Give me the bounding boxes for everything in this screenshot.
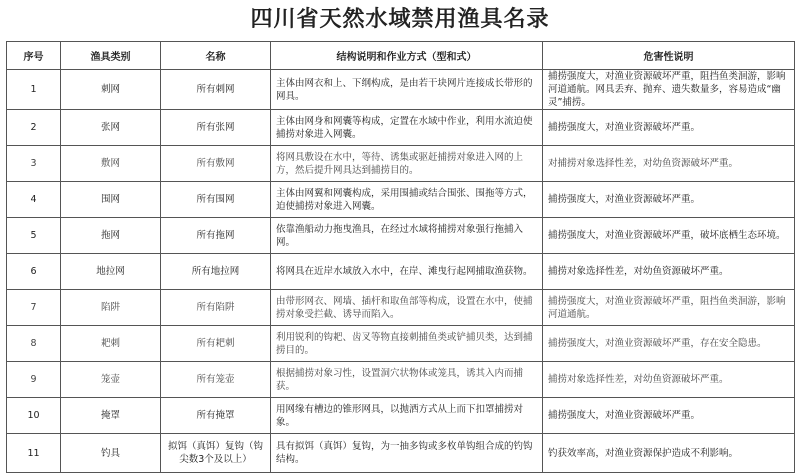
cell-harm: 对捕捞对象选择性差，对幼鱼资源破坏严重。 (543, 146, 795, 182)
table-header-row (7, 42, 795, 70)
cell-harm: 捕捞强度大，对渔业资源破坏严重，存在安全隐患。 (543, 326, 795, 362)
cell-category: 陷阱 (61, 290, 161, 326)
cell-harm: 捕捞对象选择性差，对幼鱼资源破坏严重。 (543, 254, 795, 290)
cell-structure: 将网具在近岸水域放入水中，在岸、滩曳行起网捕取渔获物。 (271, 254, 543, 290)
cell-category: 耙刺 (61, 326, 161, 362)
cell-category: 掩罩 (61, 398, 161, 434)
cell-name: 所有耙刺 (161, 326, 271, 362)
cell-category: 刺网 (61, 70, 161, 110)
table-row (7, 218, 795, 254)
cell-name: 所有敷网 (161, 146, 271, 182)
cell-harm: 捕捞强度大，对渔业资源破坏严重。 (543, 398, 795, 434)
table-row (7, 326, 795, 362)
header-structure: 结构说明和作业方式（型和式） (271, 42, 543, 70)
cell-no: 7 (7, 290, 61, 326)
cell-no: 4 (7, 182, 61, 218)
cell-no: 10 (7, 398, 61, 434)
cell-name: 所有地拉网 (161, 254, 271, 290)
cell-structure: 用网缘有槽边的锥形网具，以抛洒方式从上而下扣罩捕捞对象。 (271, 398, 543, 434)
cell-structure: 由带形网衣、网墙、插杆和取鱼部等构成，设置在水中，使捕捞对象受拦截、诱导而陷入。 (271, 290, 543, 326)
table-row (7, 398, 795, 434)
table-row (7, 434, 795, 473)
cell-harm: 捕捞强度大，对渔业资源破坏严重。 (543, 182, 795, 218)
cell-harm: 捕捞强度大，对渔业资源破坏严重，破坏底栖生态环境。 (543, 218, 795, 254)
cell-harm: 捕捞强度大，对渔业资源破坏严重，阻挡鱼类洄游，影响河道通航。 (543, 290, 795, 326)
table-row (7, 70, 795, 110)
cell-no: 5 (7, 218, 61, 254)
document-title: 四川省天然水域禁用渔具名录 (250, 6, 550, 32)
cell-name: 所有笼壶 (161, 362, 271, 398)
cell-no: 6 (7, 254, 61, 290)
table-row (7, 254, 795, 290)
cell-category: 围网 (61, 182, 161, 218)
header-harm: 危害性说明 (543, 42, 795, 70)
cell-name: 拟饵（真饵）复钩（钩尖数3个及以上） (161, 434, 271, 473)
header-no: 序号 (7, 42, 61, 70)
cell-no: 2 (7, 110, 61, 146)
cell-structure: 利用锐利的钩耙、齿叉等物直接刺捕鱼类或铲捕贝类，达到捕捞目的。 (271, 326, 543, 362)
cell-no: 3 (7, 146, 61, 182)
cell-harm: 捕捞对象选择性差，对幼鱼资源破坏严重。 (543, 362, 795, 398)
cell-harm: 钓获效率高，对渔业资源保护造成不利影响。 (543, 434, 795, 473)
cell-name: 所有刺网 (161, 70, 271, 110)
cell-structure: 依靠渔船动力拖曳渔具，在经过水域将捕捞对象强行拖捕入网。 (271, 218, 543, 254)
cell-no: 1 (7, 70, 61, 110)
cell-name: 所有拖网 (161, 218, 271, 254)
banned-gear-table (6, 41, 795, 473)
table-row (7, 146, 795, 182)
table-row (7, 182, 795, 218)
cell-category: 笼壶 (61, 362, 161, 398)
cell-structure: 主体由网身和网囊等构成，定置在水域中作业，利用水流迫使捕捞对象进入网囊。 (271, 110, 543, 146)
cell-no: 11 (7, 434, 61, 473)
header-category: 渔具类别 (61, 42, 161, 70)
cell-name: 所有掩罩 (161, 398, 271, 434)
cell-category: 张网 (61, 110, 161, 146)
cell-structure: 将网具敷设在水中，等待、诱集或驱赶捕捞对象进入网的上方，然后提升网具达到捕捞目的。 (271, 146, 543, 182)
table-row (7, 362, 795, 398)
table-row (7, 290, 795, 326)
cell-no: 9 (7, 362, 61, 398)
cell-category: 钓具 (61, 434, 161, 473)
cell-structure: 具有拟饵（真饵）复钩，为一抽多钩或多枚单钩组合成的钓钩结构。 (271, 434, 543, 473)
cell-structure: 主体由网翼和网囊构成，采用围捕或结合围张、围拖等方式，迫使捕捞对象进入网囊。 (271, 182, 543, 218)
cell-harm: 捕捞强度大，对渔业资源破坏严重。 (543, 110, 795, 146)
cell-name: 所有张网 (161, 110, 271, 146)
cell-category: 拖网 (61, 218, 161, 254)
cell-structure: 根据捕捞对象习性，设置洞穴状物体或笼具，诱其入内而捕获。 (271, 362, 543, 398)
cell-structure: 主体由网衣和上、下纲构成，是由若干块网片连接成长带形的网具。 (271, 70, 543, 110)
cell-name: 所有陷阱 (161, 290, 271, 326)
cell-category: 敷网 (61, 146, 161, 182)
cell-no: 8 (7, 326, 61, 362)
header-name: 名称 (161, 42, 271, 70)
cell-harm: 捕捞强度大，对渔业资源破坏严重，阻挡鱼类洄游，影响河道通航。网具丢弃、抛弃、遗失数量多，容易造成“幽灵”捕捞。 (543, 70, 795, 110)
cell-category: 地拉网 (61, 254, 161, 290)
cell-name: 所有围网 (161, 182, 271, 218)
table-row (7, 110, 795, 146)
